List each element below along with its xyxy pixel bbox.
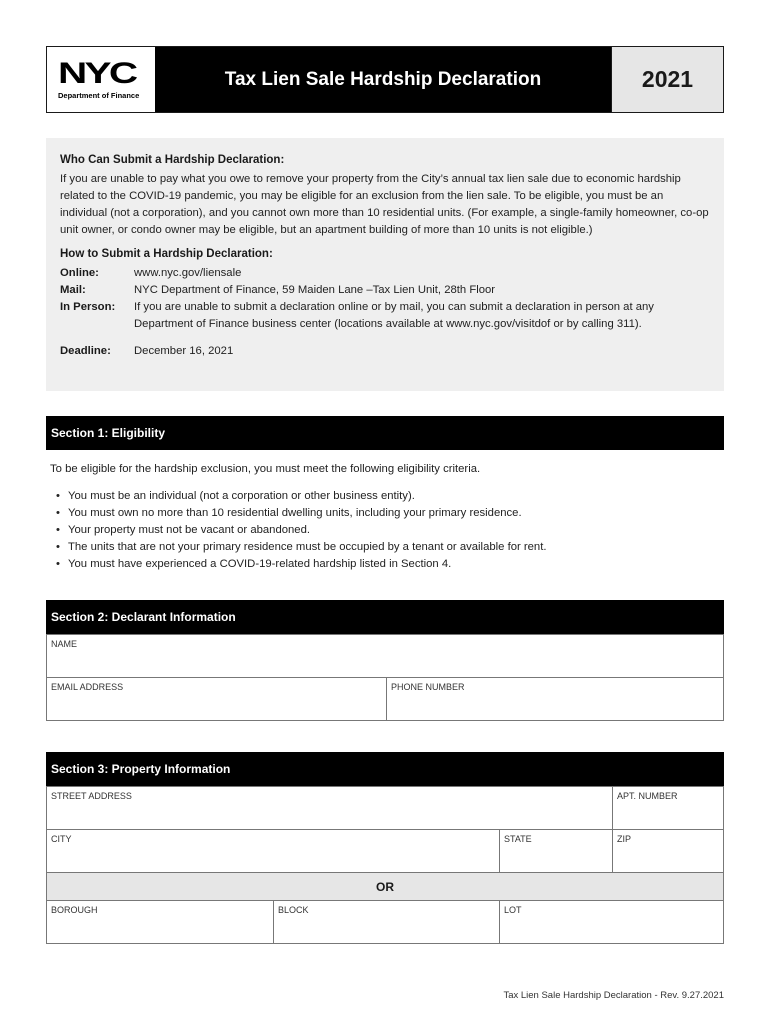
block-label: BLOCK	[278, 905, 309, 915]
in-person-text: If you are unable to submit a declaration online or by mail, you can submit a declaration in person at any Department of Finance business center (locations available at www.nyc.gov/visitdof or by calling 311).	[134, 301, 654, 330]
how-heading: How to Submit a Hardship Declaration:	[60, 248, 273, 260]
section-1-header: Section 1: Eligibility	[46, 416, 724, 450]
logo-nyc-text: NYC	[58, 56, 136, 90]
mail-label: Mail:	[60, 284, 86, 296]
footer-revision: Tax Lien Sale Hardship Declaration - Rev. 9.27.2021	[503, 990, 724, 1001]
eligibility-intro: To be eligible for the hardship exclusion, you must meet the following eligibility criteria.	[50, 463, 481, 475]
section-2-header: Section 2: Declarant Information	[46, 600, 724, 634]
deadline-row	[60, 343, 710, 360]
or-divider: OR	[47, 872, 723, 900]
section-3-header: Section 3: Property Information	[46, 752, 724, 786]
criteria-item: • Your property must not be vacant or abandoned.	[56, 522, 547, 539]
city-label: CITY	[51, 834, 72, 844]
online-link[interactable]: www.nyc.gov/liensale	[134, 267, 242, 279]
criteria-item: • The units that are not your primary residence must be occupied by a tenant or available for rent.	[56, 539, 547, 556]
street-address-field[interactable]	[47, 787, 612, 829]
block-field[interactable]	[273, 901, 499, 943]
in-person-row	[60, 299, 710, 333]
deadline-date: December 16, 2021	[134, 345, 234, 357]
apt-number-field[interactable]	[612, 787, 723, 829]
mail-address: NYC Department of Finance, 59 Maiden Lane –Tax Lien Unit, 28th Floor	[134, 284, 496, 296]
eligibility-criteria-list	[56, 488, 547, 573]
zip-field[interactable]	[612, 830, 723, 872]
mail-row	[60, 282, 710, 299]
declarant-info-grid	[46, 634, 724, 721]
lot-label: LOT	[504, 905, 522, 915]
criteria-item: • You must own no more than 10 residential dwelling units, including your primary residence.	[56, 505, 547, 522]
email-field[interactable]	[47, 678, 386, 720]
form-year: 2021	[611, 47, 723, 112]
state-label: STATE	[504, 834, 532, 844]
city-field[interactable]	[47, 830, 499, 872]
online-label: Online:	[60, 267, 99, 279]
borough-label: BOROUGH	[51, 905, 98, 915]
lot-field[interactable]	[499, 901, 723, 943]
deadline-label: Deadline:	[60, 345, 111, 357]
phone-field[interactable]	[386, 678, 723, 720]
property-info-grid	[46, 786, 724, 944]
criteria-item: • You must be an individual (not a corporation or other business entity).	[56, 488, 547, 505]
street-label: STREET ADDRESS	[51, 791, 132, 801]
form-title: Tax Lien Sale Hardship Declaration	[155, 47, 611, 112]
email-label: EMAIL ADDRESS	[51, 682, 124, 692]
phone-label: PHONE NUMBER	[391, 682, 465, 692]
who-text: If you are unable to pay what you owe to remove your property from the City’s annual tax lien sale due to economic hardship related to the COVID-19 pandemic, you may be eligible for an exclusion from the lien sale. To be eligible, you must be an individual (not a corporation), and you cannot own more than 10 residential units. (For example, a single-family homeowner, co-op unit owner, or condo owner may be eligible, but an apartment building of more than 10 units is not eligible.)	[60, 173, 709, 236]
who-heading: Who Can Submit a Hardship Declaration:	[60, 154, 285, 166]
form-header	[46, 46, 724, 113]
zip-label: ZIP	[617, 834, 632, 844]
name-field[interactable]	[47, 635, 723, 677]
borough-field[interactable]	[47, 901, 273, 943]
criteria-item: • You must have experienced a COVID-19-related hardship listed in Section 4.	[56, 556, 547, 573]
online-row	[60, 265, 710, 282]
in-person-label: In Person:	[60, 301, 116, 313]
nyc-logo	[47, 47, 155, 112]
apt-label: APT. NUMBER	[617, 791, 678, 801]
instructions-panel	[46, 138, 724, 391]
name-label: NAME	[51, 639, 78, 649]
state-field[interactable]	[499, 830, 612, 872]
logo-subtitle: Department of Finance	[58, 90, 140, 100]
